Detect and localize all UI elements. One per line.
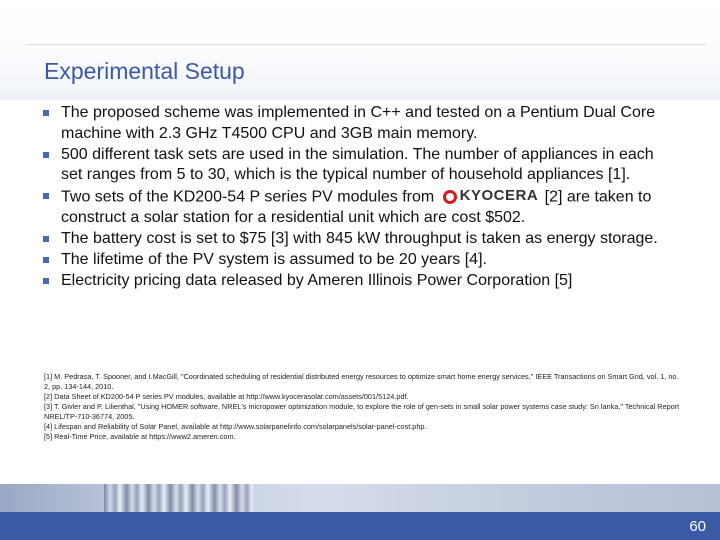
slide-title: Experimental Setup [44, 58, 245, 84]
square-bullet-icon [43, 278, 49, 284]
square-bullet-icon [43, 236, 49, 242]
header-band [0, 0, 720, 100]
kyocera-logo-mark-icon [443, 190, 457, 204]
reference-item: [3] T. Givler and P. Lilienthal, "Using HOMER software, NREL's micropower optimization module, to explore the role of gen-sets in small solar power systems case study: Sri lanka," Technical Report NREL/TP-710-36774, 2005. [44, 402, 680, 421]
kyocera-logo-text: KYOCERA [459, 187, 539, 205]
reference-item: [1] M. Pedrasa, T. Spooner, and I.MacGill, "Coordinated scheduling of residential distributed energy resources to optimize smart home energy services," IEEE Transactions on Smart Grid, vol. 1, no. 2, pp. 134-144, 2010. [44, 372, 679, 391]
bullet-text: The proposed scheme was implemented in C++ and tested on a Pentium Dual Core machine with 2.3 GHz T4500 CPU and 3GB main memory. [61, 104, 656, 142]
square-bullet-icon [43, 257, 49, 263]
square-bullet-icon [43, 152, 49, 158]
page-number: 60 [689, 518, 706, 535]
square-bullet-icon [43, 193, 49, 199]
bullet-text-after-logo: [2] are taken to construct a solar station for a residential unit which are cost $502. [61, 188, 652, 227]
kyocera-logo [443, 186, 539, 207]
bullet-text: The battery cost is set to $75 [3] with 845 kW throughput is taken as energy storage. [61, 230, 658, 248]
square-bullet-icon [43, 110, 49, 116]
title-divider [26, 44, 706, 45]
bullet-item [43, 271, 673, 292]
bullet-list [43, 103, 673, 292]
bullet-item [43, 145, 673, 187]
reference-item: [5] Real-Time Price, available at https://www2.ameren.com. [44, 432, 236, 441]
bullet-text: Electricity pricing data released by Ameren Illinois Power Corporation [5] [61, 271, 573, 289]
footer-bar [0, 512, 720, 540]
bullet-text-before-logo: Two sets of the KD200-54 P series PV modules from [61, 188, 435, 206]
bullet-item [43, 186, 673, 229]
references-block [44, 372, 684, 442]
footer-photo-collage [104, 484, 254, 512]
bullet-item [43, 229, 673, 250]
bullet-item [43, 250, 673, 271]
reference-item: [2] Data Sheet of KD200-54 P series PV modules, available at http://www.kyocerasolar.com/assets/001/5124.pdf. [44, 392, 409, 401]
bullet-item [43, 103, 673, 145]
reference-item: [4] Lifespan and Reliability of Solar Panel, available at http://www.solarpanelinfo.com/solarpanels/solar-panel-cost.php. [44, 422, 427, 431]
bullet-text: The lifetime of the PV system is assumed to be 20 years [4]. [61, 250, 487, 268]
bullet-text: 500 different task sets are used in the simulation. The number of appliances in each set ranges from 5 to 30, which is the typical number of household appliances [1]. [61, 145, 654, 184]
